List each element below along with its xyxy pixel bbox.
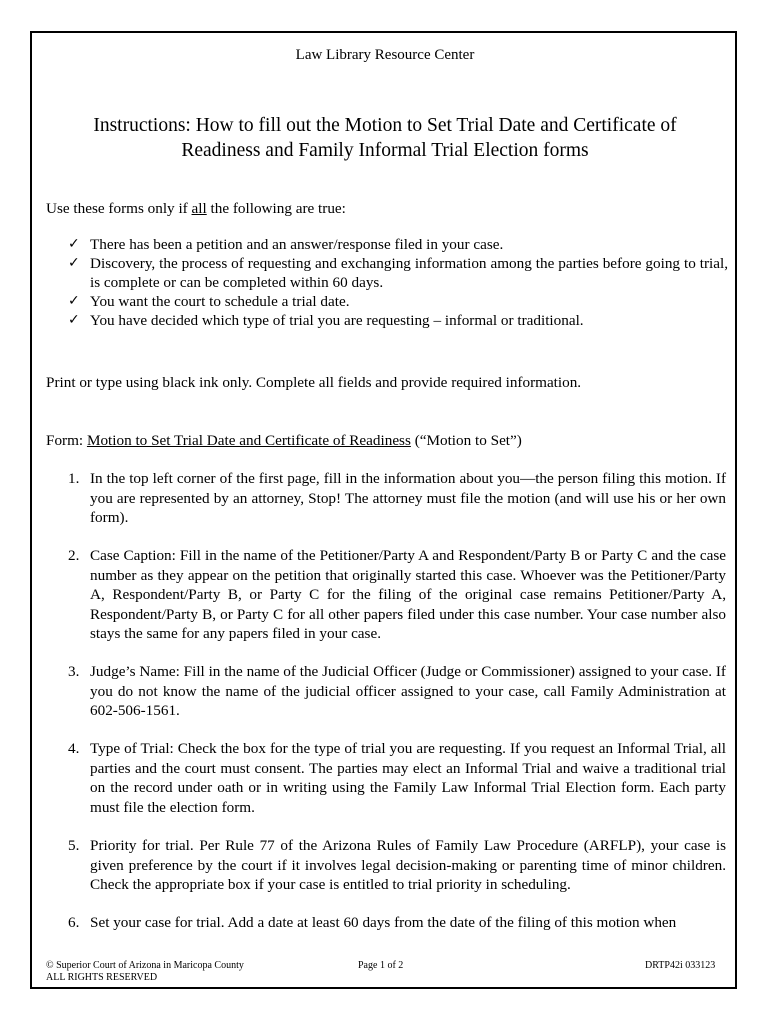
title-line-2: Readiness and Family Informal Trial Election forms bbox=[181, 140, 589, 161]
step-number: 3. bbox=[68, 663, 80, 680]
footer-copyright: © Superior Court of Arizona in Maricopa County bbox=[46, 960, 244, 971]
checkmark-icon: ✓ bbox=[68, 255, 80, 271]
checklist-item-text: You want the court to schedule a trial date. bbox=[90, 293, 350, 310]
form-prefix: Form: bbox=[46, 432, 87, 449]
step-text: In the top left corner of the first page, fill in the information about you—the person filing this motion. If you are represented by an attorney, Stop! The attorney must file the motion (and will use his or her own form). bbox=[90, 470, 726, 526]
step-1 bbox=[68, 469, 726, 528]
step-5 bbox=[68, 836, 726, 895]
checklist-item bbox=[68, 254, 728, 292]
checkmark-icon: ✓ bbox=[68, 312, 80, 328]
step-3 bbox=[68, 662, 726, 721]
checklist-item-text: Discovery, the process of requesting and exchanging information among the parties before going to trial, is complete or can be completed within 60 days. bbox=[90, 255, 728, 291]
footer-copyright-block bbox=[46, 960, 244, 984]
step-number: 6. bbox=[68, 914, 80, 931]
intro-suffix: the following are true: bbox=[206, 200, 346, 217]
step-number: 1. bbox=[68, 470, 80, 487]
checklist-item bbox=[68, 235, 728, 254]
step-number: 2. bbox=[68, 547, 80, 564]
form-suffix: (“Motion to Set”) bbox=[410, 432, 522, 449]
step-text: Set your case for trial. Add a date at least 60 days from the date of the filing of this motion when bbox=[90, 914, 677, 931]
checkmark-icon: ✓ bbox=[68, 236, 80, 252]
intro-emphasis: all bbox=[191, 200, 207, 217]
step-text: Type of Trial: Check the box for the type of trial you are requesting. If you request an Informal Trial, all parties and the court must consent. The parties may elect an Informal Trial and waive a traditional trial on the record under oath or in writing using the Family Law Informal Trial Election form. Each party must file the election form. bbox=[90, 740, 726, 816]
step-number: 5. bbox=[68, 837, 80, 854]
footer-form-code: DRTP42i 033123 bbox=[645, 960, 716, 971]
step-text: Case Caption: Fill in the name of the Petitioner/Party A and Respondent/Party B or Party C and the case number as they appear on the petition that originally started this case. Whoever was the Petitioner/Party A, Respondent/Party B, or Party C for the filing of the original case remains Petitioner/Party A, Respondent/Party B, or Party C for all other papers filed under this case number. Your case number also stays the same for any papers filed in your case. bbox=[90, 547, 726, 642]
print-note: Print or type using black ink only. Complete all fields and provide required information. bbox=[46, 374, 582, 391]
form-line bbox=[46, 431, 726, 450]
checklist-item-text: You have decided which type of trial you are requesting – informal or traditional. bbox=[90, 312, 584, 329]
intro-prefix: Use these forms only if bbox=[46, 200, 192, 217]
requirements-checklist bbox=[68, 235, 728, 330]
checklist-item bbox=[68, 292, 728, 311]
step-text: Judge’s Name: Fill in the name of the Judicial Officer (Judge or Commissioner) assigned to your case. If you do not know the name of the judicial officer assigned to your case, call Family Administration at 602-506-1561. bbox=[90, 663, 726, 719]
step-text: Priority for trial. Per Rule 77 of the Arizona Rules of Family Law Procedure (ARFLP), your case is given preference by the court if it involves legal decision-making or parenting time of minor children. Check the appropriate box if your case is entitled to trial priority in scheduling. bbox=[90, 837, 726, 893]
footer-page-number: Page 1 of 2 bbox=[358, 960, 404, 971]
form-name: Motion to Set Trial Date and Certificate of Readiness bbox=[86, 432, 411, 449]
footer-rights: ALL RIGHTS RESERVED bbox=[46, 972, 158, 983]
checklist-item-text: There has been a petition and an answer/response filed in your case. bbox=[90, 236, 504, 253]
step-6 bbox=[68, 913, 726, 933]
step-2 bbox=[68, 546, 726, 644]
header-org: Law Library Resource Center bbox=[295, 47, 475, 63]
title-line-1: Instructions: How to fill out the Motion to Set Trial Date and Certificate of bbox=[93, 115, 677, 136]
checkmark-icon: ✓ bbox=[68, 293, 80, 309]
intro-text bbox=[46, 199, 726, 218]
step-number: 4. bbox=[68, 740, 80, 757]
step-4 bbox=[68, 739, 726, 817]
document-title bbox=[60, 113, 710, 163]
checklist-item bbox=[68, 311, 728, 330]
